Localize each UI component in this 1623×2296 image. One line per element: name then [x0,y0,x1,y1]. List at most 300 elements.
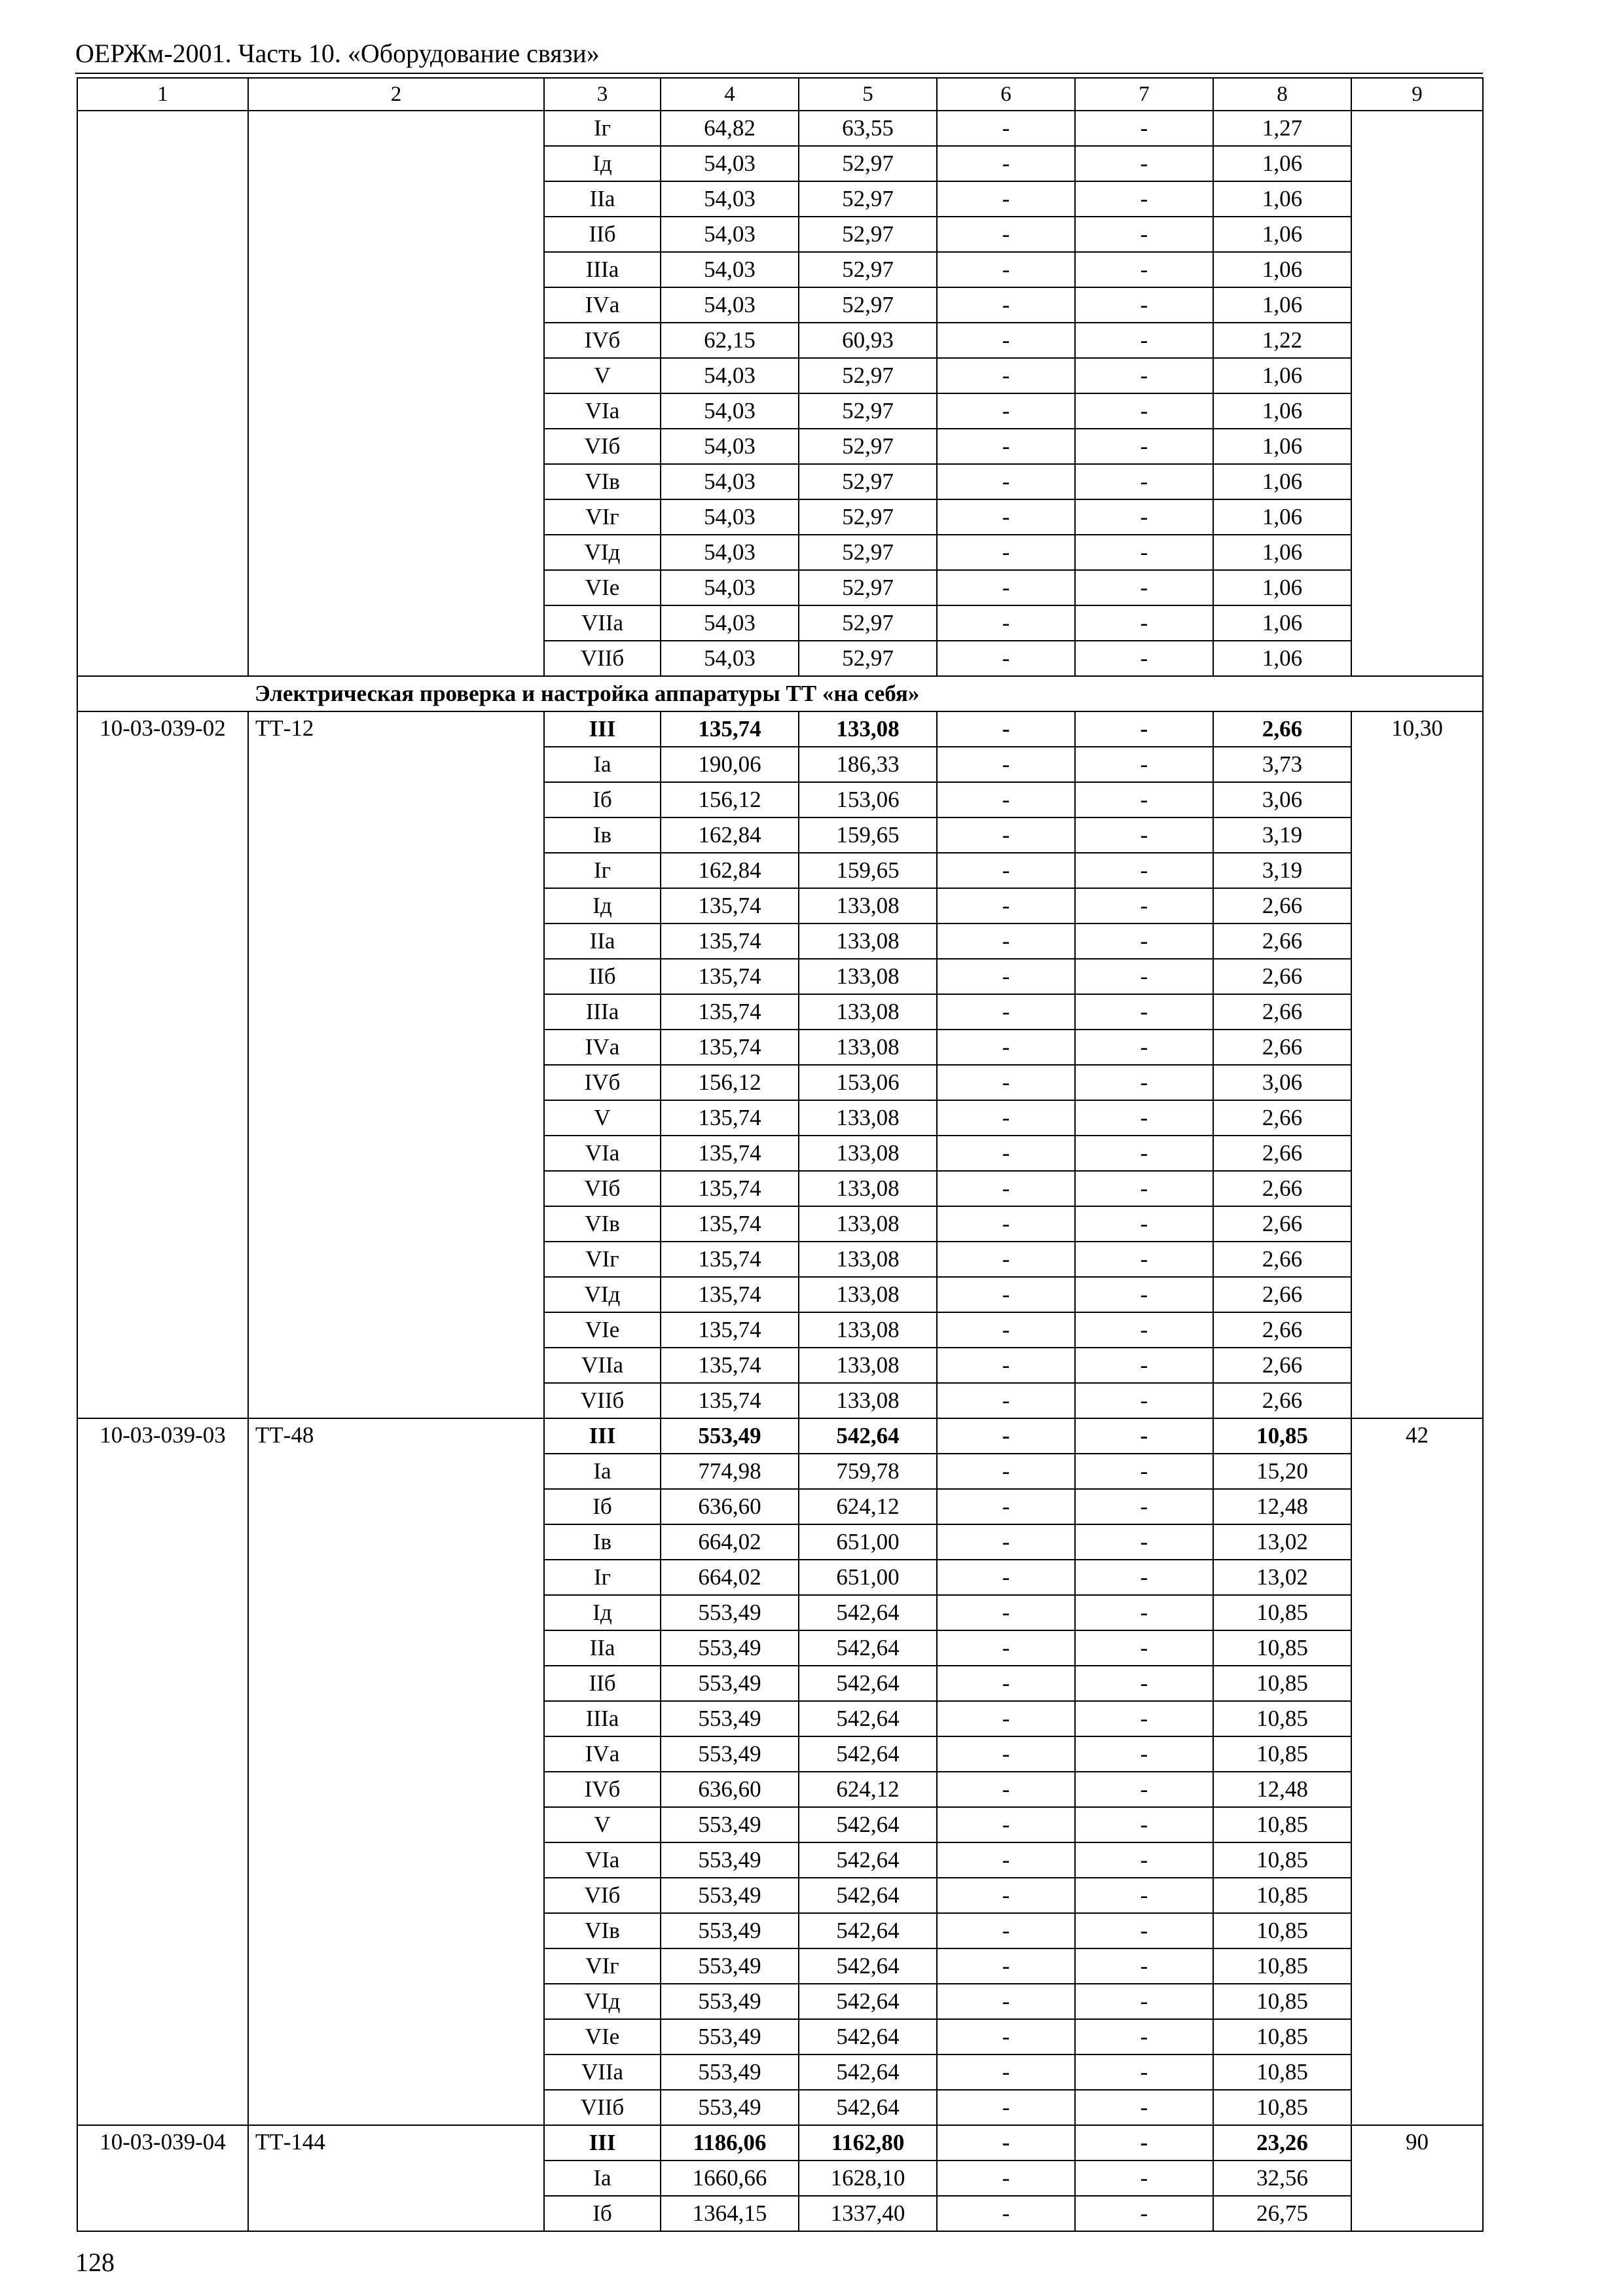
value-col7: - [1075,1030,1213,1065]
value-col6: - [937,1171,1075,1206]
value-col4: 135,74 [661,994,799,1030]
value-col7: - [1075,924,1213,959]
value-col8: 10,85 [1213,1595,1351,1630]
value-col4: 664,02 [661,1560,799,1595]
value-col4: 553,49 [661,1630,799,1666]
value-col8: 2,66 [1213,1383,1351,1418]
value-col5: 52,97 [799,393,937,429]
column-number: 4 [661,78,799,111]
value-col7: - [1075,1560,1213,1595]
value-col8: 1,06 [1213,358,1351,393]
value-col6: - [937,358,1075,393]
value-col5: 542,64 [799,1701,937,1736]
value-col8: 1,22 [1213,323,1351,358]
value-col4: 54,03 [661,429,799,464]
value-col8: 1,06 [1213,605,1351,641]
category-cell: IVб [544,1065,661,1100]
value-col4: 553,49 [661,2054,799,2090]
value-col7: - [1075,1100,1213,1136]
value-col8: 3,06 [1213,1065,1351,1100]
value-col6: - [937,111,1075,146]
column-number: 7 [1075,78,1213,111]
value-col7: - [1075,1807,1213,1842]
category-cell: III [544,711,661,747]
category-cell: IIа [544,181,661,217]
category-cell: IIIа [544,252,661,287]
name-cell: ТТ-12 [248,711,544,1418]
value-col5: 759,78 [799,1454,937,1489]
value-col5: 52,97 [799,146,937,181]
value-col5: 624,12 [799,1772,937,1807]
value-col5: 133,08 [799,1100,937,1136]
table-row [77,111,1483,146]
value-col6: - [937,853,1075,888]
value-col4: 553,49 [661,1418,799,1454]
value-col7: - [1075,1984,1213,2019]
value-col8: 2,66 [1213,994,1351,1030]
value-col4: 553,49 [661,1666,799,1701]
value-col7: - [1075,1489,1213,1524]
value-col8: 1,27 [1213,111,1351,146]
value-col7: - [1075,393,1213,429]
value-col7: - [1075,2196,1213,2231]
value-col7: - [1075,1206,1213,1242]
value-col6: - [937,393,1075,429]
value-col5: 133,08 [799,1136,937,1171]
value-col6: - [937,1242,1075,1277]
value-col4: 664,02 [661,1524,799,1560]
value-col8: 10,85 [1213,1736,1351,1772]
value-col4: 135,74 [661,1206,799,1242]
value-col4: 553,49 [661,1595,799,1630]
value-col5: 651,00 [799,1560,937,1595]
column-number: 9 [1351,78,1483,111]
column-number: 6 [937,78,1075,111]
value-col6: - [937,994,1075,1030]
category-cell: IVб [544,323,661,358]
value-col4: 553,49 [661,1701,799,1736]
value-col8: 2,66 [1213,959,1351,994]
value-col7: - [1075,888,1213,924]
category-cell: IIа [544,924,661,959]
value-col4: 135,74 [661,959,799,994]
category-cell: VIб [544,1171,661,1206]
value-col5: 542,64 [799,1736,937,1772]
value-col8: 10,85 [1213,1701,1351,1736]
value-col8: 3,19 [1213,817,1351,853]
code-cell [77,111,248,676]
value-col6: - [937,323,1075,358]
value-col8: 2,66 [1213,1206,1351,1242]
category-cell: V [544,1100,661,1136]
value-col6: - [937,2125,1075,2161]
category-cell: VIб [544,429,661,464]
value-col5: 624,12 [799,1489,937,1524]
value-col7: - [1075,146,1213,181]
value-col5: 52,97 [799,499,937,535]
value-col8: 1,06 [1213,464,1351,499]
value-col5: 153,06 [799,1065,937,1100]
category-cell: Iг [544,853,661,888]
value-col6: - [937,1984,1075,2019]
value-col7: - [1075,2054,1213,2090]
value-col8: 10,85 [1213,1630,1351,1666]
value-col4: 54,03 [661,358,799,393]
value-col7: - [1075,1772,1213,1807]
value-col6: - [937,464,1075,499]
category-cell: VIв [544,1913,661,1948]
value-col7: - [1075,217,1213,252]
value-col4: 135,74 [661,924,799,959]
value-col7: - [1075,535,1213,570]
value-col5: 52,97 [799,535,937,570]
value-col5: 651,00 [799,1524,937,1560]
category-cell: VIд [544,1984,661,2019]
section-title: Электрическая проверка и настройка аппаратуры ТТ «на себя» [77,676,1483,711]
value-col6: - [937,1383,1075,1418]
value-col7: - [1075,1630,1213,1666]
value-col5: 60,93 [799,323,937,358]
value-col6: - [937,959,1075,994]
value-col6: - [937,1701,1075,1736]
value-col4: 54,03 [661,570,799,605]
value-col8: 12,48 [1213,1489,1351,1524]
category-cell: VIа [544,1136,661,1171]
value-col4: 553,49 [661,1842,799,1878]
value-col8: 13,02 [1213,1524,1351,1560]
value-col6: - [937,1948,1075,1984]
value-col6: - [937,217,1075,252]
category-cell: IVб [544,1772,661,1807]
value-col6: - [937,924,1075,959]
value-col7: - [1075,464,1213,499]
value-col8: 10,85 [1213,2019,1351,2054]
code-cell: 10-03-039-03 [77,1418,248,2125]
value-col4: 54,03 [661,605,799,641]
value-col7: - [1075,1383,1213,1418]
value-col6: - [937,287,1075,323]
value-col8: 1,06 [1213,535,1351,570]
value-col5: 542,64 [799,1807,937,1842]
value-col6: - [937,1348,1075,1383]
value-col6: - [937,1878,1075,1913]
value-col8: 1,06 [1213,146,1351,181]
value-col8: 1,06 [1213,429,1351,464]
value-col5: 542,64 [799,1666,937,1701]
value-col8: 23,26 [1213,2125,1351,2161]
value-col6: - [937,570,1075,605]
value-col6: - [937,1666,1075,1701]
value-col8: 1,06 [1213,393,1351,429]
category-cell: Iб [544,2196,661,2231]
value-col5: 542,64 [799,2019,937,2054]
value-col4: 135,74 [661,1136,799,1171]
category-cell: IVа [544,1736,661,1772]
column-number: 8 [1213,78,1351,111]
value-col6: - [937,2019,1075,2054]
value-col8: 10,85 [1213,1418,1351,1454]
value-col4: 62,15 [661,323,799,358]
value-col7: - [1075,641,1213,676]
category-cell: IIб [544,959,661,994]
value-col4: 54,03 [661,393,799,429]
name-cell [248,111,544,676]
category-cell: VIе [544,570,661,605]
value-col6: - [937,2090,1075,2125]
value-col5: 542,64 [799,1418,937,1454]
value-col8: 3,19 [1213,853,1351,888]
value-col5: 52,97 [799,605,937,641]
col9-cell: 10,30 [1351,711,1483,1418]
value-col7: - [1075,959,1213,994]
category-cell: Iв [544,1524,661,1560]
value-col8: 1,06 [1213,570,1351,605]
value-col5: 52,97 [799,570,937,605]
value-col8: 2,66 [1213,711,1351,747]
value-col4: 553,49 [661,2019,799,2054]
category-cell: Iа [544,2161,661,2196]
value-col5: 133,08 [799,1206,937,1242]
value-col7: - [1075,1171,1213,1206]
value-col6: - [937,146,1075,181]
category-cell: IVа [544,287,661,323]
value-col7: - [1075,1312,1213,1348]
category-cell: VIIб [544,641,661,676]
value-col5: 52,97 [799,358,937,393]
value-col8: 10,85 [1213,1948,1351,1984]
value-col5: 159,65 [799,817,937,853]
value-col6: - [937,1772,1075,1807]
value-col4: 553,49 [661,2090,799,2125]
value-col4: 162,84 [661,853,799,888]
value-col6: - [937,1595,1075,1630]
category-cell: VIIб [544,2090,661,2125]
value-col5: 542,64 [799,1630,937,1666]
value-col4: 553,49 [661,1878,799,1913]
value-col4: 54,03 [661,181,799,217]
value-col4: 162,84 [661,817,799,853]
value-col6: - [937,817,1075,853]
value-col7: - [1075,429,1213,464]
value-col6: - [937,535,1075,570]
value-col7: - [1075,2019,1213,2054]
value-col8: 10,85 [1213,1913,1351,1948]
value-col7: - [1075,1842,1213,1878]
value-col4: 54,03 [661,464,799,499]
category-cell: VIIа [544,2054,661,2090]
value-col4: 156,12 [661,1065,799,1100]
value-col7: - [1075,1136,1213,1171]
value-col5: 133,08 [799,711,937,747]
value-col5: 542,64 [799,1984,937,2019]
value-col5: 133,08 [799,959,937,994]
value-col4: 135,74 [661,1348,799,1383]
value-col6: - [937,1206,1075,1242]
value-col6: - [937,1277,1075,1312]
value-col6: - [937,499,1075,535]
value-col4: 190,06 [661,747,799,782]
category-cell: V [544,358,661,393]
value-col5: 52,97 [799,429,937,464]
category-cell: VIг [544,1242,661,1277]
value-col8: 2,66 [1213,924,1351,959]
value-col6: - [937,1807,1075,1842]
value-col8: 26,75 [1213,2196,1351,2231]
category-cell: VIб [544,1878,661,1913]
category-cell: Iд [544,146,661,181]
value-col8: 2,66 [1213,1242,1351,1277]
category-cell: III [544,1418,661,1454]
value-col4: 553,49 [661,1736,799,1772]
category-cell: Iг [544,111,661,146]
value-col5: 542,64 [799,2090,937,2125]
value-col8: 2,66 [1213,1100,1351,1136]
page-header: ОЕРЖм-2001. Часть 10. «Оборудование связи» [75,39,600,68]
value-col4: 54,03 [661,287,799,323]
category-cell: VIIб [544,1383,661,1418]
value-col5: 1337,40 [799,2196,937,2231]
value-col8: 2,66 [1213,1171,1351,1206]
value-col8: 2,66 [1213,1277,1351,1312]
column-number: 1 [77,78,248,111]
value-col5: 63,55 [799,111,937,146]
value-col4: 135,74 [661,1383,799,1418]
value-col4: 135,74 [661,1030,799,1065]
value-col7: - [1075,853,1213,888]
category-cell: Iа [544,1454,661,1489]
category-cell: Iд [544,888,661,924]
value-col7: - [1075,1701,1213,1736]
value-col4: 1186,06 [661,2125,799,2161]
value-col6: - [937,252,1075,287]
value-col5: 1162,80 [799,2125,937,2161]
category-cell: IIа [544,1630,661,1666]
category-cell: Iг [544,1560,661,1595]
value-col4: 64,82 [661,111,799,146]
value-col4: 54,03 [661,535,799,570]
category-cell: VIд [544,535,661,570]
value-col7: - [1075,323,1213,358]
value-col7: - [1075,747,1213,782]
value-col5: 52,97 [799,464,937,499]
table-row [77,1418,1483,1454]
value-col8: 3,73 [1213,747,1351,782]
value-col6: - [937,2161,1075,2196]
category-cell: VIг [544,1948,661,1984]
category-cell: Iв [544,817,661,853]
category-cell: VIе [544,1312,661,1348]
value-col5: 133,08 [799,888,937,924]
table-row [77,711,1483,747]
value-col5: 153,06 [799,782,937,817]
value-col8: 10,85 [1213,1984,1351,2019]
value-col4: 774,98 [661,1454,799,1489]
value-col5: 133,08 [799,1242,937,1277]
value-col6: - [937,1065,1075,1100]
value-col7: - [1075,1242,1213,1277]
value-col7: - [1075,2125,1213,2161]
value-col8: 10,85 [1213,2054,1351,2090]
value-col6: - [937,1418,1075,1454]
value-col8: 13,02 [1213,1560,1351,1595]
category-cell: V [544,1807,661,1842]
value-col4: 553,49 [661,1984,799,2019]
value-col6: - [937,1736,1075,1772]
value-col8: 2,66 [1213,1136,1351,1171]
value-col7: - [1075,1878,1213,1913]
value-col5: 52,97 [799,287,937,323]
value-col5: 542,64 [799,1878,937,1913]
value-col5: 133,08 [799,924,937,959]
column-number: 3 [544,78,661,111]
value-col8: 3,06 [1213,782,1351,817]
value-col4: 135,74 [661,1277,799,1312]
value-col7: - [1075,1418,1213,1454]
col9-cell: 90 [1351,2125,1483,2231]
category-cell: IIIа [544,1701,661,1736]
category-cell: VIг [544,499,661,535]
value-col6: - [937,181,1075,217]
value-col8: 2,66 [1213,1030,1351,1065]
value-col8: 1,06 [1213,252,1351,287]
value-col6: - [937,1312,1075,1348]
value-col4: 636,60 [661,1489,799,1524]
value-col5: 52,97 [799,181,937,217]
value-col4: 54,03 [661,252,799,287]
value-col6: - [937,1630,1075,1666]
norms-table [77,77,1484,2232]
value-col6: - [937,1100,1075,1136]
value-col6: - [937,2196,1075,2231]
value-col8: 10,85 [1213,1878,1351,1913]
code-cell: 10-03-039-04 [77,2125,248,2231]
value-col7: - [1075,2090,1213,2125]
col9-cell [1351,111,1483,676]
value-col6: - [937,641,1075,676]
category-cell: VIд [544,1277,661,1312]
value-col4: 156,12 [661,782,799,817]
value-col4: 1660,66 [661,2161,799,2196]
value-col4: 135,74 [661,1171,799,1206]
value-col7: - [1075,252,1213,287]
table-row [77,2125,1483,2161]
value-col7: - [1075,287,1213,323]
value-col8: 1,06 [1213,181,1351,217]
value-col8: 2,66 [1213,888,1351,924]
value-col5: 133,08 [799,1171,937,1206]
value-col6: - [937,2054,1075,2090]
value-col7: - [1075,994,1213,1030]
value-col5: 133,08 [799,1312,937,1348]
value-col7: - [1075,711,1213,747]
value-col5: 133,08 [799,1030,937,1065]
category-cell: VIа [544,393,661,429]
category-cell: IIб [544,1666,661,1701]
category-cell: Iд [544,1595,661,1630]
value-col7: - [1075,1913,1213,1948]
value-col6: - [937,429,1075,464]
category-cell: IIIа [544,994,661,1030]
name-cell: ТТ-144 [248,2125,544,2231]
value-col7: - [1075,1524,1213,1560]
category-cell: VIе [544,2019,661,2054]
category-cell: VIв [544,464,661,499]
value-col4: 135,74 [661,888,799,924]
value-col4: 135,74 [661,711,799,747]
value-col4: 54,03 [661,217,799,252]
value-col7: - [1075,1348,1213,1383]
value-col7: - [1075,499,1213,535]
